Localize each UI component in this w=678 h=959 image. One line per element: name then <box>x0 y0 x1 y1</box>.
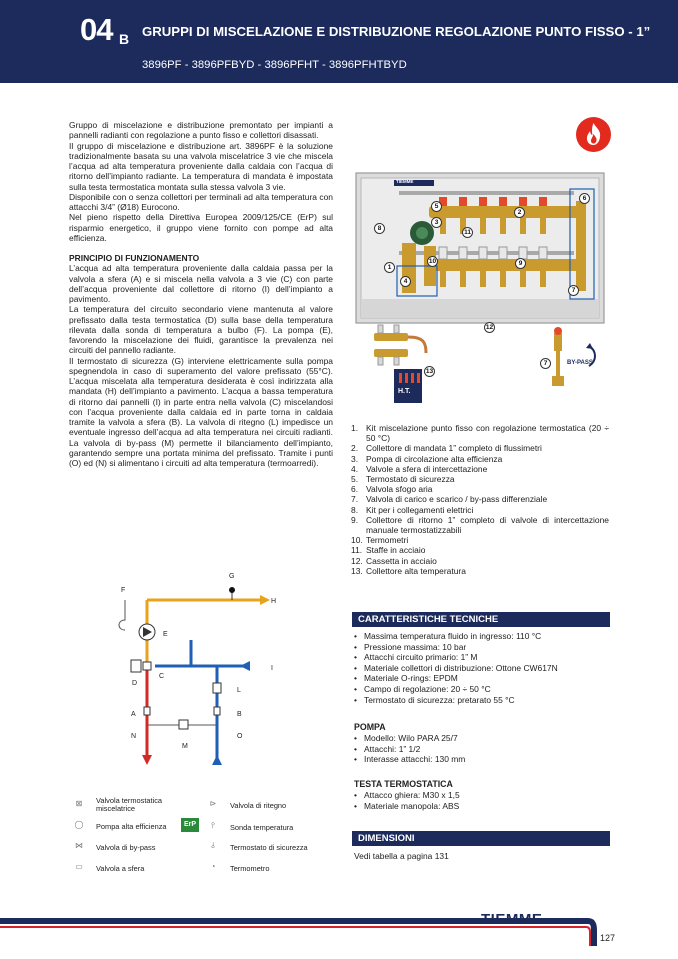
legend-label: Valvola a sfera <box>96 863 145 873</box>
page-number: 127 <box>600 933 616 943</box>
brand-plate: TIEMME <box>396 179 414 184</box>
spec-item: • Termostato di sicurezza: pretarato 55 °C <box>354 695 558 706</box>
diagram-label-d: D <box>132 680 138 687</box>
component-number: 7. <box>351 494 359 505</box>
pump-icon: ◯ <box>74 820 84 829</box>
spec-item: • Pressione massima: 10 bar <box>354 642 558 653</box>
footer-hook-graphic <box>578 913 600 946</box>
component-item <box>351 556 609 566</box>
component-number: 8. <box>351 504 359 515</box>
product-photo <box>354 171 608 425</box>
component-text: Pompa di circolazione alta efficienza <box>366 453 503 464</box>
head-heading: TESTA TERMOSTATICA <box>354 779 453 789</box>
component-item <box>351 535 609 545</box>
dimensions-heading: DIMENSIONI <box>352 831 610 846</box>
legend-bypass-valve <box>72 841 155 853</box>
intro-paragraph: Il gruppo di miscelazione e distribuzione art. 3896PF è la soluzione tradizionalmente basata su una valvola miscelatrice 3 vie che miscela l’acqua ad alta temperatura proveniente dalla caldaia con l’acqua di ritorno dell’impianto radiante. La temperatura di mandata è impostata sulla testa termostatica montata sulla stessa valvola 3 vie. <box>69 140 333 192</box>
product-codes: 3896PF - 3896PFBYD - 3896PFHT - 3896PFHTBYD <box>142 59 407 71</box>
legend-label: Valvola di ritegno <box>230 800 287 810</box>
head-list <box>354 790 460 811</box>
diagram-label-n: N <box>131 733 137 740</box>
thermometer-icon: ◔ <box>210 862 216 871</box>
spec-item: • Attacchi circuito primario: 1” M <box>354 652 558 663</box>
component-text: Termometri <box>366 535 409 546</box>
ball-valve-icon: ▭ <box>75 862 83 871</box>
callout-9: 9 <box>515 258 526 269</box>
pump-heading: POMPA <box>354 722 386 732</box>
spec-item: • Massima temperatura fluido in ingresso: 110 °C <box>354 631 558 642</box>
legend-label: Termostato di sicurezza <box>230 842 308 852</box>
component-item <box>351 515 609 535</box>
component-text: Valvola di carico e scarico / by-pass differenziale <box>366 494 548 505</box>
diagram-label-f: F <box>121 587 126 594</box>
erp-badge: ErP <box>181 818 199 832</box>
diagram-label-m: M <box>182 743 188 750</box>
component-text: Cassetta in acciaio <box>366 555 437 566</box>
component-number: 2. <box>351 443 359 454</box>
dimensions-text: Vedi tabella a pagina 131 <box>354 851 449 861</box>
ht-label: H.T. <box>398 388 411 395</box>
component-text: Kit miscelazione punto fisso con regolazione termostatica (20 ÷ 50 °C) <box>366 423 609 444</box>
spec-item: • Attacchi: 1” 1/2 <box>354 744 465 755</box>
component-number: 10. <box>351 535 363 546</box>
component-text: Collettore di ritorno 1” completo di valvole di intercettazione manuale termostatizzabili <box>366 514 609 536</box>
spec-item: • Materiale collettori di distribuzione: Ottone CW617N <box>354 663 558 674</box>
component-item <box>351 484 609 494</box>
component-number: 13. <box>351 565 363 576</box>
component-text: Valvola sfogo aria <box>366 484 433 495</box>
intro-paragraph: Nel pieno rispetto della Direttiva Europea 2009/125/CE (ErP) sul risparmio energetico, il gruppo viene fornito con pompe ad alta efficienza. <box>69 212 333 243</box>
legend-label: Valvola di by-pass <box>96 842 156 852</box>
component-item <box>351 494 609 504</box>
component-number: 3. <box>351 453 359 464</box>
component-item <box>351 443 609 453</box>
component-item <box>351 505 609 515</box>
component-text: Termostato di sicurezza <box>366 474 455 485</box>
diagram-label-g: G <box>229 573 235 580</box>
component-text: Collettore alta temperatura <box>366 565 466 576</box>
spec-item: • Campo di regolazione: 20 ÷ 50 °C <box>354 684 558 695</box>
bypass-valve-icon: ⋈ <box>75 841 83 850</box>
diagram-label-h: H <box>271 598 277 605</box>
spec-item: • Modello: Wilo PARA 25/7 <box>354 733 465 744</box>
spec-item: • Materiale manopola: ABS <box>354 801 460 812</box>
legend-label: Sonda temperatura <box>230 822 294 832</box>
callout-13: 13 <box>425 368 434 375</box>
legend-temperature-probe <box>206 821 293 833</box>
safety-thermostat-icon: ⫰ <box>211 841 215 850</box>
spec-item: • Attacco ghiera: M30 x 1,5 <box>354 790 460 801</box>
component-number: 11. <box>351 545 363 556</box>
diagram-label-e: E <box>163 631 168 638</box>
principle-heading: PRINCIPIO DI FUNZIONAMENTO <box>69 253 200 263</box>
callout-1: 1 <box>384 262 395 273</box>
callout-12: 12 <box>485 324 494 331</box>
callout-2: 2 <box>514 207 525 218</box>
callout-6: 6 <box>579 193 590 204</box>
brand-logo: TIEMME <box>481 911 543 928</box>
component-item <box>351 464 609 474</box>
temperature-probe-icon: ⫯ <box>211 821 215 830</box>
diagram-label-l: L <box>237 687 241 694</box>
component-item <box>351 545 609 555</box>
components-list <box>351 423 609 576</box>
component-item <box>351 566 609 576</box>
legend-safety-thermostat <box>206 841 308 853</box>
callout-5: 5 <box>431 201 442 212</box>
legend-thermostatic-valve <box>72 797 202 813</box>
intro-paragraph: Disponibile con o senza collettori per terminali ad alta temperatura con attacchi 3/4” (Ø18) Eurocono. <box>69 191 333 212</box>
tech-heading: CARATTERISTICHE TECNICHE <box>352 612 610 627</box>
component-text: Collettore di mandata 1” completo di flussimetri <box>366 443 542 454</box>
component-number: 9. <box>351 514 359 525</box>
legend-pump <box>72 820 167 832</box>
component-text: Kit per i collegamenti elettrici <box>366 504 474 515</box>
component-text: Valvole a sfera di intercettazione <box>366 463 488 474</box>
component-item <box>351 423 609 443</box>
description-text <box>69 120 333 468</box>
component-number: 5. <box>351 474 359 485</box>
legend-label: Pompa alta efficienza <box>96 821 167 831</box>
principle-paragraph: L’acqua ad alta temperatura proveniente dalla caldaia passa per la valvola a sfera (A) e si miscela nella valvola a 3 vie (C) con parte dell’acqua proveniente dal collettore di ritorno (I) dell’impianto a pavimento. <box>69 263 333 304</box>
diagram-label-i: I <box>271 665 273 672</box>
principle-paragraph: Il termostato di sicurezza (G) interviene elettricamente sulla pompa spegnendola in caso di superamento del valore prefissato (55°C). L’acqua miscelata alla temperatura desiderata è così indirizzata alla mandata (H) dell’impianto a pavimento. L’acqua a bassa temperatura di ritorno dai pannelli (I) in parte entra nella valvola (C) miscelandosi con l’acqua proveniente dalla caldaia ed in parte torna in caldaia tramite la valvola a sfera (B). La valvola di ritegno (L) impedisce un eventuale ingresso dell’acqua ad alta temperatura nei circuiti radianti. La valvola di by-pass (M) permette il bilanciamento dell’impianto, garantendo sempre una portata minima del prefissato. Tramite i punti (O) ed (N) si alimentano i circuiti ad alta temperatura (termoarredi). <box>69 355 333 468</box>
section-letter: B <box>119 31 130 47</box>
component-number: 6. <box>351 484 359 495</box>
section-number: 04 <box>80 12 113 47</box>
component-item <box>351 454 609 464</box>
legend-ball-valve <box>72 862 144 874</box>
thermostatic-valve-icon: ⊠ <box>75 799 83 808</box>
legend-thermometer <box>206 862 269 874</box>
component-item <box>351 474 609 484</box>
legend-check-valve <box>206 799 286 811</box>
diagram-label-a: A <box>131 711 136 718</box>
spec-item: • Interasse attacchi: 130 mm <box>354 754 465 765</box>
callout-4: 4 <box>400 276 411 287</box>
heating-flame-icon <box>576 117 611 152</box>
page-header <box>0 0 678 83</box>
pump-list <box>354 733 465 765</box>
callout-8: 8 <box>374 223 385 234</box>
diagram-label-c: C <box>159 673 165 680</box>
component-number: 12. <box>351 555 363 566</box>
component-number: 1. <box>351 423 359 433</box>
callout-7: 7 <box>568 285 579 296</box>
component-number: 4. <box>351 463 359 474</box>
tech-list <box>354 631 558 705</box>
diagram-label-b: B <box>237 711 242 718</box>
intro-paragraph: Gruppo di miscelazione e distribuzione premontato per impianti a pannelli radianti con regolazione a punto fisso e collettori disassati. <box>69 120 333 141</box>
legend-label: Termometro <box>230 863 270 873</box>
bypass-label: BY-PASS <box>567 360 593 366</box>
check-valve-icon: ⊳ <box>209 799 217 808</box>
spec-item: • Materiale O-rings: EPDM <box>354 673 558 684</box>
page-title: GRUPPI DI MISCELAZIONE E DISTRIBUZIONE REGOLAZIONE PUNTO FISSO - 1” <box>142 24 651 39</box>
callout-11: 11 <box>462 227 473 238</box>
callout-10: 10 <box>428 258 437 265</box>
callout-3: 3 <box>431 217 442 228</box>
legend-label: Valvola termostatica miscelatrice <box>96 796 162 813</box>
hydraulic-diagram <box>95 570 335 782</box>
component-text: Staffe in acciaio <box>366 545 426 556</box>
diagram-label-o: O <box>237 733 243 740</box>
principle-paragraph: La temperatura del circuito secondario viene mantenuta al valore prefissato dalla testa termostatica (D) sulla base della temperatura rilevata dalla sonda di temperatura a bulbo (F). La pompa (E), favorendo la miscelazione dei fluidi, garantisce la prevalenza nei circuiti del pannello radiante. <box>69 304 333 356</box>
bypass-callout: 7 <box>540 358 551 369</box>
